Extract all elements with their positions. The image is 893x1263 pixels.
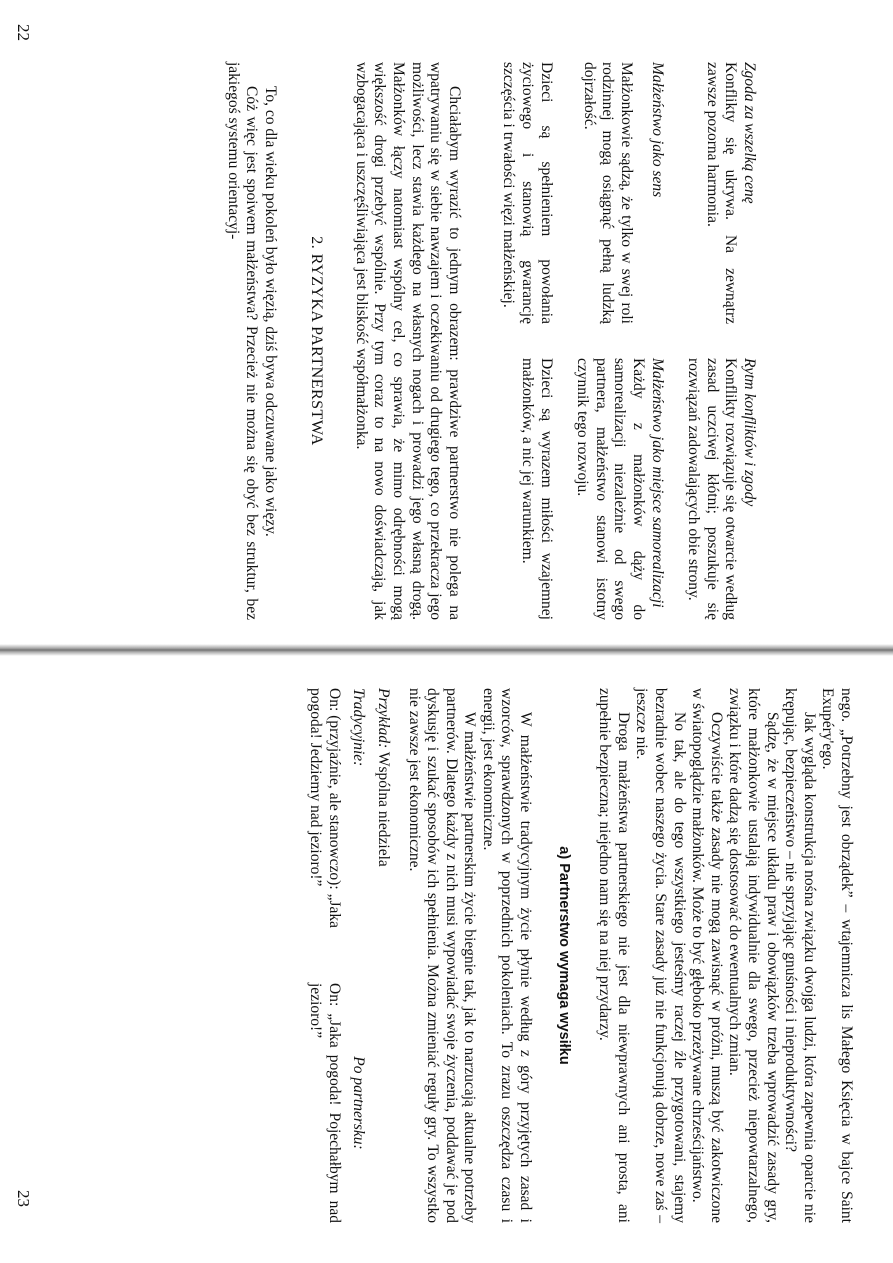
comparison-row-1 bbox=[684, 62, 758, 620]
body-paragraph: To, co dla wieku pokoleń było więzią, dziś bywa odczuwane jako więzy. bbox=[261, 86, 279, 537]
traditional-label: Tradycyjnie: bbox=[350, 688, 368, 767]
comparison-heading: Małżeństwo jako sens bbox=[648, 62, 666, 198]
body-paragraph: W małżeństwie tradycyjnym życie płynie według z góry przyjętych zasad i wzorców, sprawdzonych w poprzednich pokoleniach. To zrazu oszczędza czasu i energii, jest ekonomiczne. bbox=[479, 688, 535, 1223]
comparison-right-column bbox=[684, 358, 758, 620]
comparison-right-column bbox=[499, 358, 555, 620]
comparison-left-column bbox=[573, 62, 666, 324]
body-paragraph: nego. „Potrzebny jest obrządek” – wtajemnicza lis Małego Księcia w bajce Saint Exupéry'ego. bbox=[819, 688, 855, 1223]
body-paragraph: Oczywiście także zasady nie mogą zawisnąć w próżni, muszą być zakotwiczone w światopoglądzie małżonków. Może to być głęboko przeżywane chrześcijaństwo. bbox=[689, 688, 725, 1223]
comparison-left-column bbox=[684, 62, 758, 324]
comparison-text: Małżonkowie sądzą, że tylko w swej roli rodzinnej mogą osiągnąć pełną ludzką dojrzałość. bbox=[580, 62, 636, 324]
body-paragraph: No tak, ale do tego wszystkiego jesteśmy raczej źle przygotowani, stajemy bezradnie wobec naszego życia. Stare zasady już nie funkcjonują dobrze, nowe zaś – jeszcze nie. bbox=[633, 688, 688, 1223]
example-label: Przykład: bbox=[374, 688, 392, 749]
partnership-text: On: „Jaka pogoda! Pojechałbym nad jezioro!” bbox=[307, 983, 343, 1223]
comparison-right-column bbox=[573, 358, 666, 620]
comparison-left-column bbox=[499, 62, 555, 324]
example-texts-row bbox=[306, 688, 343, 1223]
traditional-text: On: (przyjaźnie, ale stanowczo): „Jaka pogoda! Jedziemy nad jezioro!” bbox=[307, 688, 343, 928]
comparison-text: Konflikty rozwiązuje się otwarcie według zasad uczciwej kłótni; poszukuje się rozwiązań zadowalających obie strony. bbox=[685, 358, 740, 620]
comparison-heading: Małżeństwo jako miejsce samorealizacji bbox=[648, 358, 666, 608]
comparison-text: Dzieci są wyrazem miłości wzajemnej małżonków, a nic jej warunkiem. bbox=[519, 358, 555, 620]
chapter-title: 2. RYZYKA PARTNERSTWA bbox=[308, 236, 326, 446]
example-labels-row bbox=[349, 688, 368, 1223]
section-heading: a) Partnerstwo wymaga wysiłku bbox=[555, 846, 572, 1065]
right-page bbox=[0, 660, 893, 1263]
body-paragraph: Chciałabym wyrazić to jednym obrazem: prawdziwe partnerstwo nie polega na wpatrywaniu się w siebie nawzajem i oczekiwaniu od drugiego tego, co przekracza jego możliwości, lecz stawia każdego na własnych nogach i prowadzi jego własną drogą. Małżonków łączy natomiast wspólny cel, co sprawia, że mimo odrębności mogą większość drogi przebyć wspólnie. Przy tym coraz to na nowo doświadczają, jak wzbogacająca i uszczęśliwiająca jest bliskość współmałżonka. bbox=[352, 62, 463, 620]
body-paragraph: Droga małżeństwa partnerskiego nie jest dla niewprawnych ani prosta, ani zupełnie bezpieczna; niejedno nam się na niej przydarzy. bbox=[596, 688, 632, 1223]
page-number-right: 23 bbox=[14, 1190, 33, 1207]
comparison-row-3 bbox=[499, 62, 555, 620]
example-title: Wspólna niedziela bbox=[374, 751, 392, 867]
comparison-text: Dzieci są spełnieniem powołania życiowego i stanowią gwarancję szczęścia i trwałości więzi małżeńskiej. bbox=[500, 62, 555, 324]
comparison-row-2 bbox=[573, 62, 666, 620]
page-number-left: 22 bbox=[14, 24, 33, 41]
example-heading bbox=[373, 688, 392, 1223]
comparison-heading: Rytm konfliktów i zgody bbox=[741, 358, 758, 507]
book-binding bbox=[0, 644, 893, 656]
comparison-text: Konflikty się ukrywa. Na zewnątrz zawsze pozorna harmonia. bbox=[703, 62, 740, 324]
body-paragraph: Cóż więc jest spoiwem małżeństwa? Przecież nie można się obyć bez struktur, bez jakiegoś systemu orientacyj- bbox=[224, 62, 261, 620]
comparison-text: Każdy z małżonków dąży do samorealizacji niezależnie od swego partnera, małżeństwo stanowi istotny czynnik tego rozwoju. bbox=[574, 358, 648, 620]
body-paragraph: Sądzę, że w miejsce układu praw i obowiązków trzeba wprowadzić zasady gry, które małżonkowie ustalają indywidualnie dla swego, przecież niepowtarzalnego, związku i które dadzą się dostosować do ewentualnych zmian. bbox=[726, 688, 781, 1223]
body-paragraph: Jak wygląda konstrukcja nośna związku dwojga ludzi, która zapewnia oparcie nie krępując, bezpieczeństwo – nie sprzyjając gnuśności i nieproduktywności? bbox=[782, 688, 818, 1223]
body-paragraph: W małżeństwie partnerskim życie biegnie tak, jak to narzucają aktualne potrzeby partnerów. Dlatego każdy z nich musi wypowiadać swoje życzenia, poddawać je pod dyskusję i szukać sposobów ich spełnienia. Można zmieniać reguły gry. To wszystko nie zawsze jest ekonomiczne. bbox=[405, 688, 479, 1223]
comparison-heading: Zgoda za wszelką cenę bbox=[741, 62, 758, 204]
partnership-label: Po partnersku: bbox=[350, 1056, 368, 1150]
